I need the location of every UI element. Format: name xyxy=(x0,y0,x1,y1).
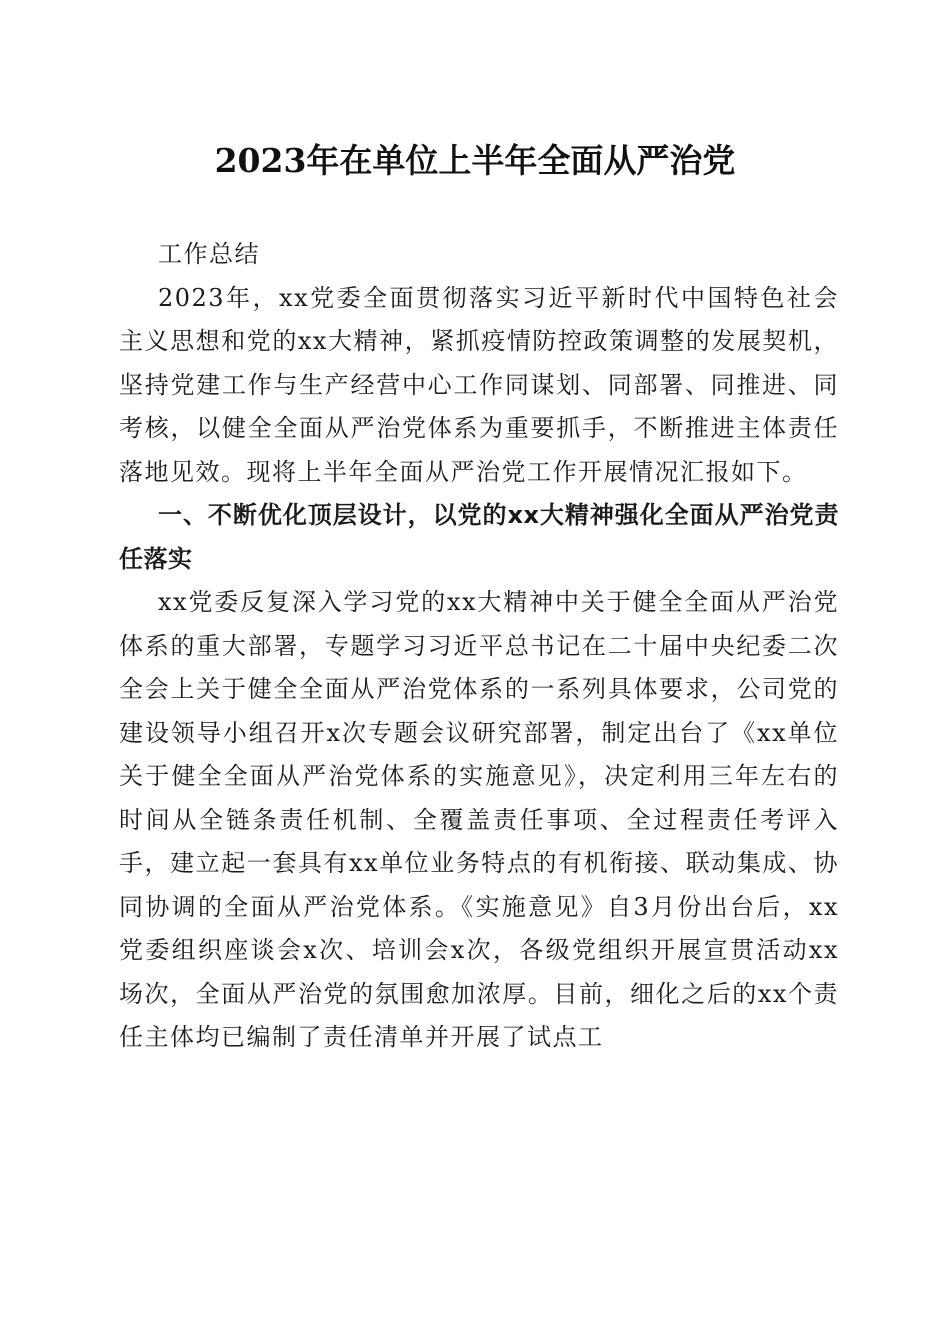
section-paragraph: xx党委反复深入学习党的xx大精神中关于健全全面从严治党体系的重大部署，专题学习习近平总书记在二十届中央纪委二次全会上关于健全全面从严治党体系的一系列具体要求，公司党的建设领导小组召开x次专题会议研究部署，制定出台了《xx单位关于健全全面从严治党体系的实施意见》，决定利用三年左右的时间从全链条责任机制、全覆盖责任事项、全过程责任考评入手，建立起一套具有xx单位业务特点的有机衔接、联动集成、协同协调的全面从严治党体系。《实施意见》自3月份出台后，xx党委组织座谈会x次、培训会x次，各级党组织开展宣贯活动xx场次，全面从严治党的氛围愈加浓厚。目前，细化之后的xx个责任主体均已编制了责任清单并开展了试点工 xyxy=(119,588,839,1051)
document-body xyxy=(119,233,839,1060)
section-heading: 一、不断优化顶层设计，以党的xx大精神强化全面从严治党责任落实 xyxy=(119,501,839,573)
document-title: 2023年在单位上半年全面从严治党 xyxy=(214,141,736,180)
document-subtitle: 工作总结 xyxy=(158,240,260,268)
intro-paragraph: 2023年，xx党委全面贯彻落实习近平新时代中国特色社会主义思想和党的xx大精神，紧抓疫情防控政策调整的发展契机，坚持党建工作与生产经营中心工作同谋划、同部署、同推进、同考核，以健全全面从严治党体系为重要抓手，不断推进主体责任落地见效。现将上半年全面从严治党工作开展情况汇报如下。 xyxy=(119,283,839,486)
